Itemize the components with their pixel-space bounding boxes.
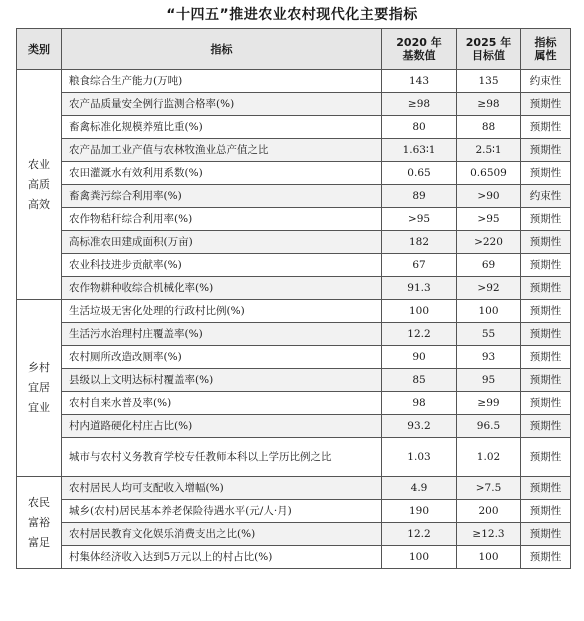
attribute-cell: 预期性 bbox=[521, 162, 571, 185]
table-row bbox=[17, 300, 571, 323]
target-value-cell: 95 bbox=[457, 369, 521, 392]
target-value-cell: >95 bbox=[457, 208, 521, 231]
target-value-cell: 93 bbox=[457, 346, 521, 369]
attribute-cell: 预期性 bbox=[521, 477, 571, 500]
indicator-cell: 粮食综合生产能力(万吨) bbox=[62, 70, 382, 93]
base-value-cell: 12.2 bbox=[382, 523, 457, 546]
indicator-cell: 农村厕所改造改厕率(%) bbox=[62, 346, 382, 369]
indicator-cell: 农作物秸秆综合利用率(%) bbox=[62, 208, 382, 231]
category-cell bbox=[17, 477, 62, 569]
table-row bbox=[17, 162, 571, 185]
base-value-cell: 12.2 bbox=[382, 323, 457, 346]
attribute-cell: 预期性 bbox=[521, 139, 571, 162]
table-row bbox=[17, 369, 571, 392]
header-base bbox=[382, 29, 457, 70]
base-value-cell: 190 bbox=[382, 500, 457, 523]
base-value-cell: ≥98 bbox=[382, 93, 457, 116]
attribute-cell: 预期性 bbox=[521, 254, 571, 277]
target-value-cell: >90 bbox=[457, 185, 521, 208]
base-value-cell: 182 bbox=[382, 231, 457, 254]
attribute-cell: 预期性 bbox=[521, 277, 571, 300]
category-cell bbox=[17, 70, 62, 300]
target-value-cell: ≥12.3 bbox=[457, 523, 521, 546]
indicator-cell: 生活垃圾无害化处理的行政村比例(%) bbox=[62, 300, 382, 323]
target-value-cell: 55 bbox=[457, 323, 521, 346]
attribute-cell: 预期性 bbox=[521, 346, 571, 369]
header-target bbox=[457, 29, 521, 70]
attribute-cell: 预期性 bbox=[521, 231, 571, 254]
indicator-cell: 城市与农村义务教育学校专任教师本科以上学历比例之比 bbox=[62, 438, 382, 477]
indicator-cell: 村内道路硬化村庄占比(%) bbox=[62, 415, 382, 438]
header-attr-line2: 属性 bbox=[534, 49, 557, 62]
attribute-cell: 预期性 bbox=[521, 369, 571, 392]
target-value-cell: ≥98 bbox=[457, 93, 521, 116]
attribute-cell: 预期性 bbox=[521, 208, 571, 231]
table-row bbox=[17, 93, 571, 116]
header-attr bbox=[521, 29, 571, 70]
target-value-cell: 135 bbox=[457, 70, 521, 93]
attribute-cell: 预期性 bbox=[521, 392, 571, 415]
category-line: 富裕 bbox=[28, 515, 50, 529]
base-value-cell: 0.65 bbox=[382, 162, 457, 185]
indicator-cell: 畜禽粪污综合利用率(%) bbox=[62, 185, 382, 208]
attribute-cell: 预期性 bbox=[521, 300, 571, 323]
indicator-cell: 县级以上文明达标村覆盖率(%) bbox=[62, 369, 382, 392]
table-row bbox=[17, 323, 571, 346]
attribute-cell: 预期性 bbox=[521, 116, 571, 139]
base-value-cell: 91.3 bbox=[382, 277, 457, 300]
base-value-cell: 100 bbox=[382, 546, 457, 569]
target-value-cell: >92 bbox=[457, 277, 521, 300]
category-line: 农民 bbox=[28, 495, 50, 509]
target-value-cell: 96.5 bbox=[457, 415, 521, 438]
category-line: 富足 bbox=[28, 535, 50, 549]
base-value-cell: 67 bbox=[382, 254, 457, 277]
attribute-cell: 预期性 bbox=[521, 523, 571, 546]
target-value-cell: 0.6509 bbox=[457, 162, 521, 185]
target-value-cell: >220 bbox=[457, 231, 521, 254]
target-value-cell: 88 bbox=[457, 116, 521, 139]
attribute-cell: 预期性 bbox=[521, 323, 571, 346]
indicator-cell: 农田灌溉水有效利用系数(%) bbox=[62, 162, 382, 185]
table-row bbox=[17, 70, 571, 93]
table-row bbox=[17, 208, 571, 231]
header-base-year: 2020 年 bbox=[396, 36, 442, 49]
target-value-cell: 2.5∶1 bbox=[457, 139, 521, 162]
attribute-cell: 预期性 bbox=[521, 546, 571, 569]
base-value-cell: 80 bbox=[382, 116, 457, 139]
base-value-cell: 89 bbox=[382, 185, 457, 208]
attribute-cell: 预期性 bbox=[521, 500, 571, 523]
target-value-cell: 69 bbox=[457, 254, 521, 277]
target-value-cell: ≥99 bbox=[457, 392, 521, 415]
attribute-cell: 预期性 bbox=[521, 438, 571, 477]
indicator-cell: 农村居民教育文化娱乐消费支出之比(%) bbox=[62, 523, 382, 546]
table-row bbox=[17, 415, 571, 438]
target-value-cell: 100 bbox=[457, 546, 521, 569]
table-row bbox=[17, 254, 571, 277]
header-category: 类别 bbox=[17, 29, 62, 70]
table-row bbox=[17, 277, 571, 300]
table-row bbox=[17, 477, 571, 500]
base-value-cell: 100 bbox=[382, 300, 457, 323]
indicator-cell: 畜禽标准化规模养殖比重(%) bbox=[62, 116, 382, 139]
table-row bbox=[17, 346, 571, 369]
table-row bbox=[17, 392, 571, 415]
indicator-cell: 城乡(农村)居民基本养老保险待遇水平(元/人·月) bbox=[62, 500, 382, 523]
indicator-cell: 农作物耕种收综合机械化率(%) bbox=[62, 277, 382, 300]
category-line: 高质 bbox=[28, 177, 50, 191]
base-value-cell: 1.63∶1 bbox=[382, 139, 457, 162]
base-value-cell: 98 bbox=[382, 392, 457, 415]
target-value-cell: 200 bbox=[457, 500, 521, 523]
category-line: 乡村 bbox=[28, 361, 50, 374]
base-value-cell: 85 bbox=[382, 369, 457, 392]
header-attr-line1: 指标 bbox=[534, 36, 557, 49]
target-value-cell: >7.5 bbox=[457, 477, 521, 500]
table-row bbox=[17, 185, 571, 208]
indicators-table bbox=[16, 28, 571, 569]
indicator-cell: 农产品加工业产值与农林牧渔业总产值之比 bbox=[62, 139, 382, 162]
indicator-cell: 农业科技进步贡献率(%) bbox=[62, 254, 382, 277]
base-value-cell: >95 bbox=[382, 208, 457, 231]
table-title: “十四五”推进农业农村现代化主要指标 bbox=[166, 7, 418, 23]
table-row bbox=[17, 523, 571, 546]
attribute-cell: 约束性 bbox=[521, 185, 571, 208]
indicator-cell: 农村居民人均可支配收入增幅(%) bbox=[62, 477, 382, 500]
indicator-cell: 生活污水治理村庄覆盖率(%) bbox=[62, 323, 382, 346]
table-body bbox=[17, 70, 571, 569]
target-value-cell: 100 bbox=[457, 300, 521, 323]
table-header-row bbox=[17, 29, 571, 70]
table-row bbox=[17, 546, 571, 569]
base-value-cell: 1.03 bbox=[382, 438, 457, 477]
category-line: 宜居 bbox=[28, 381, 50, 394]
indicator-cell: 村集体经济收入达到5万元以上的村占比(%) bbox=[62, 546, 382, 569]
category-line: 高效 bbox=[28, 197, 50, 211]
table-row bbox=[17, 438, 571, 477]
attribute-cell: 预期性 bbox=[521, 93, 571, 116]
attribute-cell: 约束性 bbox=[521, 70, 571, 93]
header-indicator: 指标 bbox=[62, 29, 382, 70]
base-value-cell: 4.9 bbox=[382, 477, 457, 500]
category-line: 宜业 bbox=[28, 401, 50, 414]
indicator-cell: 农村自来水普及率(%) bbox=[62, 392, 382, 415]
indicator-cell: 农产品质量安全例行监测合格率(%) bbox=[62, 93, 382, 116]
table-row bbox=[17, 139, 571, 162]
attribute-cell: 预期性 bbox=[521, 415, 571, 438]
header-target-year: 2025 年 bbox=[465, 36, 512, 49]
category-cell bbox=[17, 300, 62, 477]
header-base-label: 基数值 bbox=[402, 49, 436, 62]
table-row bbox=[17, 500, 571, 523]
target-value-cell: 1.02 bbox=[457, 438, 521, 477]
header-target-label: 目标值 bbox=[472, 49, 505, 62]
category-line: 农业 bbox=[28, 157, 50, 171]
base-value-cell: 143 bbox=[382, 70, 457, 93]
base-value-cell: 93.2 bbox=[382, 415, 457, 438]
base-value-cell: 90 bbox=[382, 346, 457, 369]
table-row bbox=[17, 116, 571, 139]
indicator-cell: 高标准农田建成面积(万亩) bbox=[62, 231, 382, 254]
table-row bbox=[17, 231, 571, 254]
